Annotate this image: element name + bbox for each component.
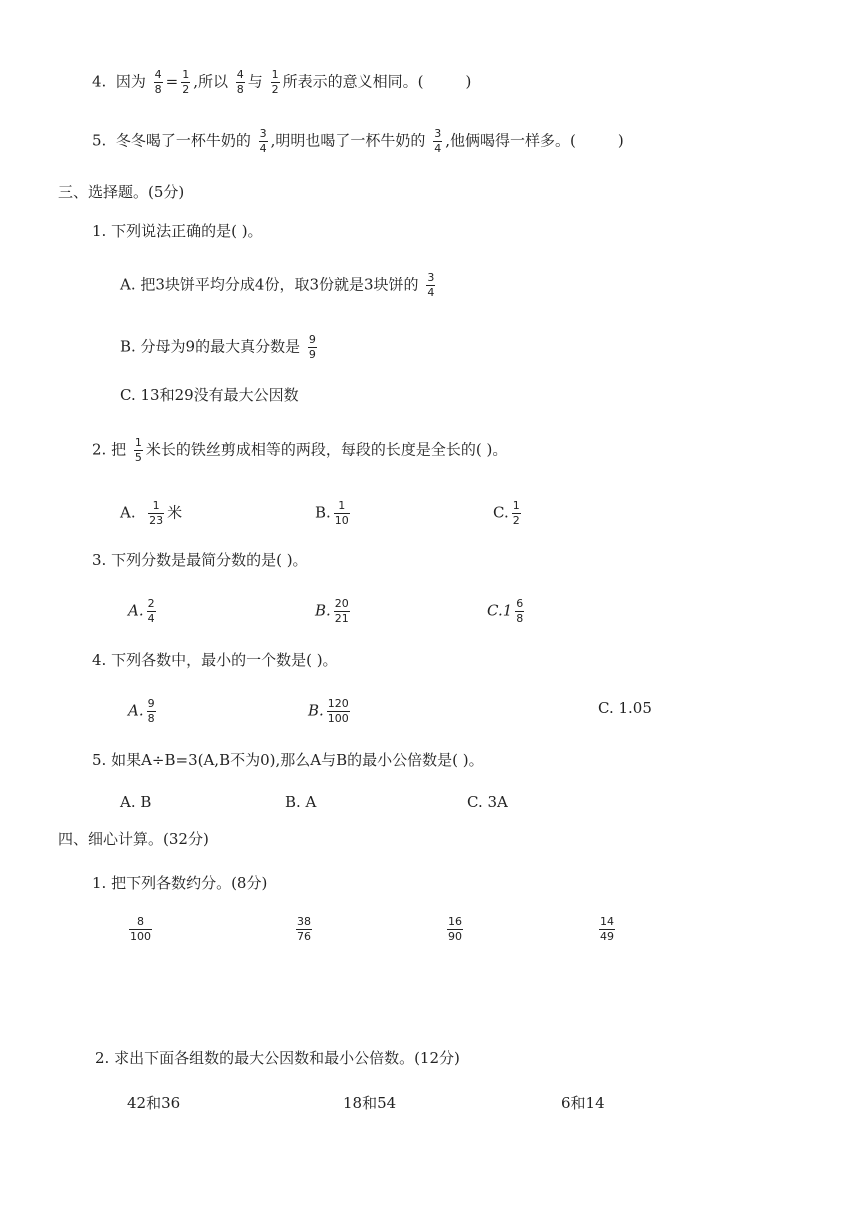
judge-q5-text-b: ,明明也喝了一杯牛奶的 bbox=[270, 131, 426, 150]
s3-q1-option-a bbox=[120, 272, 438, 299]
fraction: $\frac{3}{4}$ bbox=[259, 127, 267, 155]
section-3-title: 三、选择题。(5分) bbox=[58, 183, 185, 201]
judge-q5 bbox=[92, 128, 624, 155]
judge-q4-text-c: 与 bbox=[247, 72, 263, 91]
judge-q5-text-c: ,他俩喝得一样多。( bbox=[445, 131, 576, 150]
fraction: $\frac{2}{4}$ bbox=[147, 597, 155, 625]
fraction: $\frac{1}{5}$ bbox=[134, 436, 142, 464]
option-label: A. bbox=[128, 701, 144, 720]
s3-q4-option-b bbox=[308, 698, 353, 725]
fraction: $\frac{4}{8}$ bbox=[236, 68, 244, 96]
s4-q2-item-3: 6和14 bbox=[561, 1094, 605, 1112]
option-label: A. bbox=[128, 601, 144, 620]
judge-q4-close: ) bbox=[465, 72, 472, 91]
s3-q5-option-b: B. A bbox=[285, 793, 317, 811]
judge-q5-number: 5. bbox=[92, 131, 107, 150]
s3-q2-option-c bbox=[493, 500, 524, 527]
s3-q3-option-b bbox=[315, 598, 353, 625]
s3-q3-stem: 3. 下列分数是最简分数的是( )。 bbox=[92, 551, 308, 569]
s3-q2-option-a bbox=[120, 500, 182, 527]
s4-q2-stem: 2. 求出下面各组数的最大公因数和最小公倍数。(12分) bbox=[95, 1049, 460, 1067]
judge-q4-text-a: 因为 bbox=[115, 72, 146, 91]
s3-q2-stem bbox=[92, 437, 507, 464]
judge-q5-close: ) bbox=[617, 131, 624, 150]
mixed-whole: 1 bbox=[502, 601, 513, 620]
fraction: $\frac{4}{8}$ bbox=[154, 68, 162, 96]
option-label: C. bbox=[493, 503, 509, 522]
s3-q1-option-b bbox=[120, 334, 320, 361]
s3-q4-option-c: C. 1.05 bbox=[598, 699, 652, 717]
option-label: B. bbox=[315, 601, 331, 620]
option-label: B. bbox=[308, 701, 324, 720]
s4-q1-stem: 1. 把下列各数约分。(8分) bbox=[92, 874, 268, 892]
judge-q4-text-d: 所表示的意义相同。( bbox=[282, 72, 424, 91]
s3-q4-stem: 4. 下列各数中，最小的一个数是( )。 bbox=[92, 651, 338, 669]
fraction: $\frac{9}{9}$ bbox=[308, 333, 316, 361]
s4-q1-fraction-2 bbox=[293, 916, 315, 943]
fraction: $\frac{14}{49}$ bbox=[600, 915, 614, 943]
section-4-title: 四、细心计算。(32分) bbox=[58, 830, 209, 848]
s4-q1-fraction-3 bbox=[444, 916, 466, 943]
fraction: $\frac{9}{8}$ bbox=[147, 697, 155, 725]
s3-q2-option-b bbox=[315, 500, 353, 527]
s3-q3-option-a bbox=[128, 598, 159, 625]
s3-q5-stem: 5. 如果A÷B=3(A,B不为0),那么A与B的最小公倍数是( )。 bbox=[92, 751, 484, 769]
option-a-text: A. 把3块饼平均分成4份，取3份就是3块饼的 bbox=[120, 275, 419, 294]
fraction: $\frac{3}{4}$ bbox=[427, 271, 435, 299]
fraction: $\frac{8}{100}$ bbox=[130, 915, 151, 943]
fraction: $\frac{1}{23}$ bbox=[149, 499, 164, 527]
s3-q5-option-c: C. 3A bbox=[467, 793, 508, 811]
stem-text: 米长的铁丝剪成相等的两段，每段的长度是全长的( )。 bbox=[145, 440, 508, 459]
fraction: $\frac{6}{8}$ bbox=[516, 597, 524, 625]
s3-q3-option-c bbox=[487, 598, 527, 625]
fraction: $\frac{16}{90}$ bbox=[448, 915, 462, 943]
judge-q4-text-b: ,所以 bbox=[193, 72, 229, 91]
stem-text: 2. 把 bbox=[92, 440, 127, 459]
fraction: $\frac{20}{21}$ bbox=[334, 597, 349, 625]
option-label: A. bbox=[120, 503, 136, 522]
fraction: $\frac{1}{2}$ bbox=[271, 68, 279, 96]
judge-q4-number: 4. bbox=[92, 72, 107, 91]
s4-q1-fraction-4 bbox=[596, 916, 618, 943]
fraction: $\frac{1}{10}$ bbox=[334, 499, 349, 527]
s4-q1-fraction-1 bbox=[126, 916, 155, 943]
s3-q5-option-a: A. B bbox=[120, 793, 152, 811]
option-label: B. bbox=[315, 503, 331, 522]
equals-sign: = bbox=[165, 72, 179, 91]
fraction: $\frac{120}{100}$ bbox=[327, 697, 349, 725]
judge-q4 bbox=[92, 69, 471, 96]
fraction: $\frac{1}{2}$ bbox=[512, 499, 520, 527]
s4-q2-item-1: 42和36 bbox=[127, 1094, 181, 1112]
s3-q1-option-c: C. 13和29没有最大公因数 bbox=[120, 386, 299, 404]
s4-q2-item-2: 18和54 bbox=[343, 1094, 397, 1112]
judge-q5-text-a: 冬冬喝了一杯牛奶的 bbox=[115, 131, 251, 150]
option-b-text: B. 分母为9的最大真分数是 bbox=[120, 337, 301, 356]
s3-q1-stem: 1. 下列说法正确的是( )。 bbox=[92, 222, 263, 240]
fraction: $\frac{3}{4}$ bbox=[434, 127, 442, 155]
s3-q4-option-a bbox=[128, 698, 159, 725]
fraction: $\frac{38}{76}$ bbox=[297, 915, 311, 943]
fraction: $\frac{1}{2}$ bbox=[182, 68, 190, 96]
unit-text: 米 bbox=[167, 503, 183, 522]
option-label: C. bbox=[487, 601, 503, 620]
